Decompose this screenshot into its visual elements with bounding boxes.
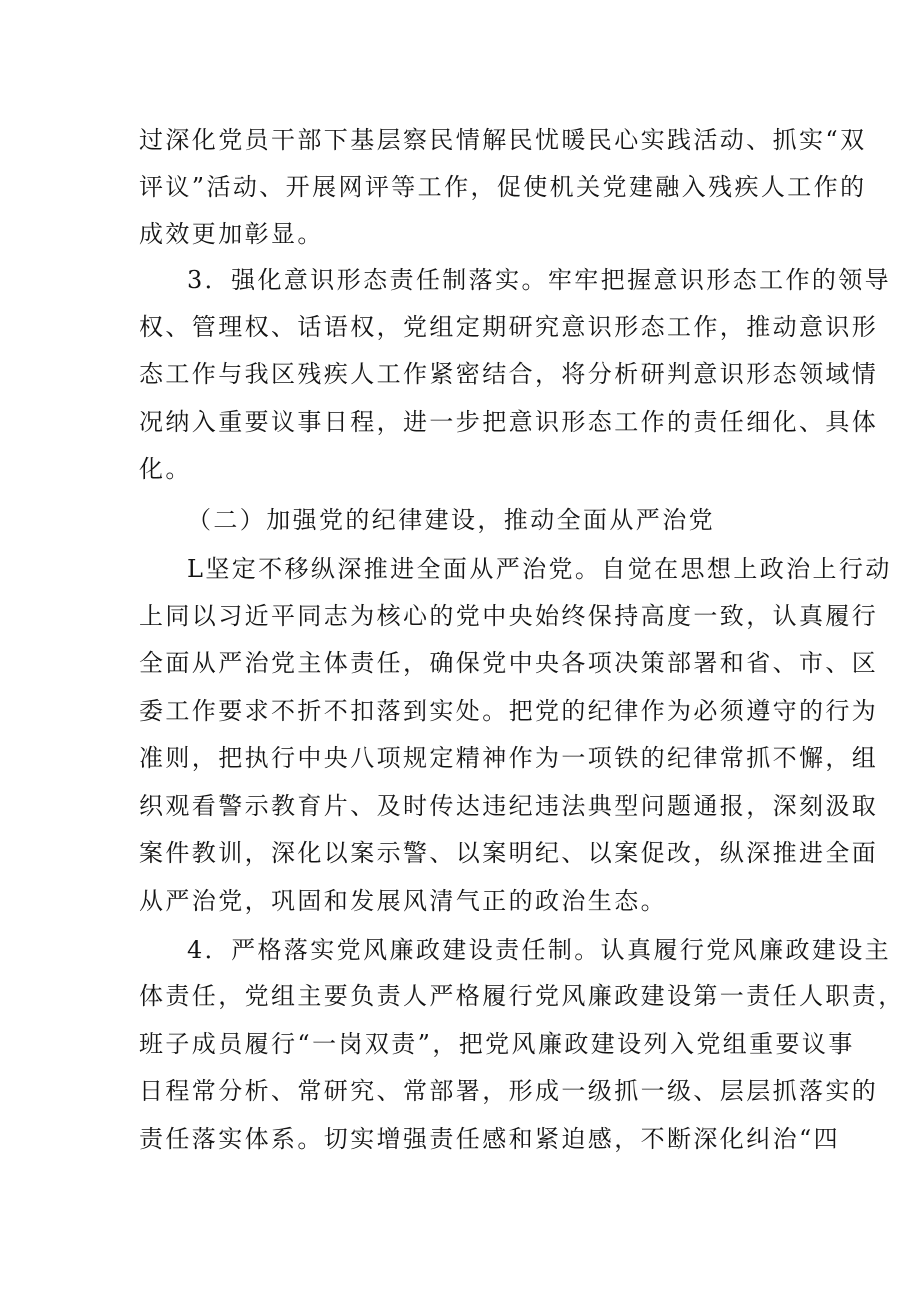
paragraph-line: 过深化党员干部下基层察民情解民忧暖民心实践活动、抓实“双	[139, 126, 867, 154]
section-item-4-line: 4．严格落实党风廉政建设责任制。认真履行党风廉政建设主	[187, 936, 892, 964]
section-item-1-line: L坚定不移纵深推进全面从严治党。自觉在思想上政治上行动	[187, 555, 892, 583]
paragraph-line: 日程常分析、常研究、常部署，形成一级抓一级、层层抓落实的	[139, 1077, 879, 1105]
paragraph-line: 班子成员履行“一岗双责”，把党风廉政建设列入党组重要议事	[139, 1030, 855, 1058]
paragraph-line: 上同以习近平同志为核心的党中央始终保持高度一致，认真履行	[139, 602, 879, 630]
section-heading: （二）加强党的纪律建设，推动全面从严治党	[187, 506, 715, 534]
paragraph-line: 织观看警示教育片、及时传达违纪违法典型问题通报，深刻汲取	[139, 792, 879, 820]
paragraph-line: 态工作与我区残疾人工作紧密结合，将分析研判意识形态领域情	[139, 360, 879, 388]
paragraph-line: 化。	[139, 455, 192, 483]
section-item-3-line: 3．强化意识形态责任制落实。牢牢把握意识形态工作的领导	[187, 266, 892, 294]
paragraph-line: 从严治党，巩固和发展风清气正的政治生态。	[139, 887, 667, 915]
paragraph-line: 责任落实体系。切实增强责任感和紧迫感，不断深化纠治“四	[139, 1125, 841, 1153]
paragraph-line: 准则，把执行中央八项规定精神作为一项铁的纪律常抓不懈，组	[139, 744, 879, 772]
paragraph-line: 案件教训，深化以案示警、以案明纪、以案促改，纵深推进全面	[139, 839, 879, 867]
paragraph-line: 评议”活动、开展网评等工作，促使机关党建融入残疾人工作的	[139, 173, 867, 201]
paragraph-line: 况纳入重要议事日程，进一步把意识形态工作的责任细化、具体	[139, 408, 879, 436]
paragraph-line: 委工作要求不折不扣落到实处。把党的纪律作为必须遵守的行为	[139, 697, 879, 725]
paragraph-line: 体责任，党组主要负责人严格履行党风廉政建设第一责任人职责，	[139, 982, 905, 1010]
paragraph-line: 成效更加彰显。	[139, 220, 324, 248]
paragraph-line: 权、管理权、话语权，党组定期研究意识形态工作，推动意识形	[139, 313, 879, 341]
paragraph-line: 全面从严治党主体责任，确保党中央各项决策部署和省、市、区	[139, 649, 879, 677]
